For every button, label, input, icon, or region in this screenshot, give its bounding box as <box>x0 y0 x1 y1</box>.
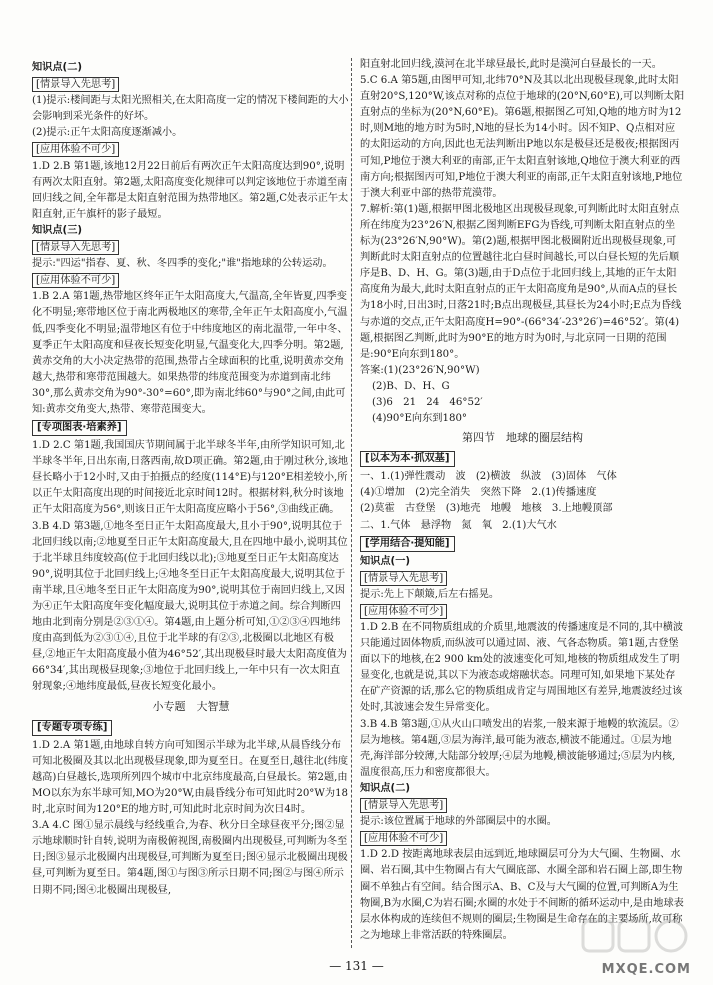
right-paragraph: 提示:先上下颠簸,后左右摇晃。 <box>360 588 500 600</box>
left-paragraph: 提示:"四运"指春、夏、秋、冬四季的变化;"谁"指地球的公转运动。 <box>32 258 333 270</box>
left-label-wrap <box>32 718 350 738</box>
right-section-label: [学用结合·提知能] <box>360 536 455 552</box>
right-section-label: [情景导入先思考] <box>360 798 447 813</box>
right-paragraph: 1.D 2.B 在不同物质组成的介质里,地震波的传播速度是不同的,其中横波只能通过固体物质,而纵波可以通过固、液、气各态物质。第1题,古登堡面以下的地核,在2 900 km处的波速变化可知,地核的物质组成发生了明显变化,也就是说,其以下为液态或熔融状态。同理可知,如果地下某处存在矿产资源的话,那么它的物质组成肯定与周围地区有差异,地震波经过该处时,其波速会发生异常变化。 <box>360 622 684 714</box>
left-paragraph: (2)提示:正午太阳高度逐渐减小。 <box>32 127 183 139</box>
left-label-wrap <box>32 76 350 93</box>
right-knowledge-heading: 知识点(二) <box>360 782 411 794</box>
right-paragraph: 阳直射北回归线,漠河在北半球昼最长,此时是漠河白昼最长的一天。 <box>360 59 662 70</box>
right-label-wrap <box>360 534 685 554</box>
left-paragraph: 1.D 2.C 第1题,我国国庆节期间属于北半球冬半年,由所学知识可知,北半球冬半年,日出东南,日落西南,故D项正确。第2题,由于刚过秋分,该地昼长略小于12小时,又由于拍摄点的经度(114°E)与120°E相差较小,所以正午太阳高度出现的时间接近北京时间12时。根据材料,秋分时该地正午太阳高度为56°,则该日正午太阳高度应略小于56°,③曲线正确。 <box>32 440 349 516</box>
left-paragraph: 1.B 2.A 第1题,热带地区终年正午太阳高度大,气温高,全年皆夏,四季变化不明显;寒带地区位于南北两极地区的寒带,全年正午太阳高度小,气温低,四季变化不明显;温带地区有位于中纬度地区的南北温带,一年中冬、夏季正午太阳高度和昼夜长短变化明显,气温变化大,四季分明。第2题,黄赤交角的大小决定热带的范围,热带占全球面积的比重,说明黄赤交角越大,热带和寒带范围越大。如果热带的纬度范围变为赤道到南北纬30°,那么黄赤交角为90°-30°=60°,即为南北纬60°与90°之间,由此可知:黄赤交角变大,热带、寒带范围变大。 <box>32 291 348 415</box>
right-section-title: 第四节 地球的圈层结构 <box>462 431 583 445</box>
right-label-wrap <box>360 797 685 814</box>
left-paragraph: 1.D 2.A 第1题,由地球自转方向可知图示半球为北半球,从晨昏线分布可知北极圈及其以北出现极昼现象,即为夏至日。在夏至日,越往北(纬度越高)白昼越长,选项所列四个城市中北京纬度最高,白昼最长。第2题,由MO以东为东半球可知,MO为20°W,由晨昏线分布可知此时20°W为18时,北京时间为120°E的地方时,可知此时北京时间为次日4时。 <box>32 739 349 816</box>
right-label-wrap <box>360 603 685 620</box>
left-label-wrap <box>32 418 350 438</box>
right-section-label: [应用体验不可少] <box>360 831 447 846</box>
left-section-label: [应用体验不可少] <box>32 142 119 157</box>
column-divider <box>351 58 352 948</box>
left-label-wrap <box>32 141 350 158</box>
left-label-wrap <box>32 239 350 256</box>
right-paragraph: 7.解析:第(1)题,根据甲图北极地区出现极昼现象,可判断此时太阳直射点所在纬度为23°26′N,根据乙图判断EFG为昏线,可判断太阳直射点的坐标为(23°26′N,90°W)。第(2)题,根据甲图北极圈附近出现极昼现象,可判断此时太阳直射点的位置越往北白昼时间越长,可以白昼长短的先后顺序是B、D、H、G。第(3)题,由于D点位于北回归线上,其地的正午太阳高度角为最大,此时太阳直射点的正午太阳高度角是90°,从而A点的昼长为18小时,日出3时,日落21时;B点出现极昼,其昼长为24小时;E点为昏线与赤道的交点,正午太阳高度H=90°-(66°34′-23°26′)=46°52′。第(4)题,根据图乙判断,此时为90°E的地方时为0时,与北京同一日期的范围是:90°E向东到180°。 <box>360 203 682 360</box>
left-section-label: [情景导入先思考] <box>32 77 119 92</box>
left-column <box>32 60 350 899</box>
right-section-label: [情景导入先思考] <box>360 571 447 586</box>
left-paragraph: 3.B 4.D 第3题,①地冬至日正午太阳高度最大,且小于90°,说明其位于北回归线以南;②地夏至日正午太阳高度最大,且在四地中最小,说明其位于北半球且纬度较高(位于北回归线以北);③地夏至日正午太阳高度达90°,说明其位于北回归线上;④地冬至日正午太阳高度最大,说明其位于南半球,且④地冬至日正午太阳高度为90°,说明其位于南回归线上,又因为④正午太阳高度年变化幅度最大,说明其位于赤道之间。综合判断四地由北到南分别是②③①④。第4题,由上题分析可知,①②③④四地纬度由高到低为②③①④,且位于北半球的有②③,北极圈以北地区有极昼,②地正午太阳高度最小值为46°52′,其出现极昼时最大太阳高度值为66°34′,其出现极昼现象;③地位于北回归线上,一年中只有一次太阳直射现象;④地纬度最低,昼夜长短变化最小。 <box>32 520 348 693</box>
right-label-wrap <box>360 449 685 469</box>
right-label-wrap <box>360 830 685 847</box>
right-paragraph: 1.D 2.D 按距离地球表层由远到近,地球圈层可分为大气圈、生物圈、水圈、岩石圈,其中生物圈占有大气圈底部、水圈全部和岩石圈上部,即生物圈不单独占有空间。结合图示A、B、C及与大气圈的位置,可判断A为生物圈,B为水圈,C为岩石圈;水圈的水处于不间断的循环运动中,是由地球表层水体构成的连续但不规则的圈层;生物圈是生命存在的主要场所,故可称之为地球上非常活跃的特殊圈层。 <box>360 849 684 941</box>
right-paragraph: (4)①增加 (2)完全消失 突然下降 2.(1)传播速度 <box>360 487 597 499</box>
right-paragraph: 答案:(1)(23°26′N,90°W) <box>360 364 480 376</box>
left-section-title: 小专题 大智慧 <box>152 699 230 713</box>
left-label-wrap <box>32 272 350 289</box>
left-paragraph: (1)提示:楼间距与太阳光照相关,在太阳高度一定的情况下楼间距的大小会影响到采光条件的好坏。 <box>32 95 349 123</box>
left-section-label: [情景导入先思考] <box>32 240 119 255</box>
right-paragraph: 二、1.气体 悬浮物 氮 氧 2.(1)大气水 <box>360 519 557 531</box>
watermark-text: MXQE.COM <box>601 962 691 977</box>
right-paragraph: (3)6 21 24 46°52′ <box>372 396 483 408</box>
right-section-label: [以本为本·抓双基] <box>360 451 455 467</box>
left-paragraph: 3.A 4.C 图①显示晨线与经线重合,为春、秋分日全球昼夜平分;图②显示地球顺时针自转,说明为南极俯视图,南极圈内出现极昼,可判断为冬至日;图③显示北极圈内出现极昼,可判断为夏至日;图④显示北极圈出现极昼,可判断为夏至日。第4题,图①与图③所示日期不同;图②与图④所示日期不同;图④北极圈出现极昼, <box>32 820 348 896</box>
right-column <box>360 57 685 944</box>
right-paragraph: 提示:该位置属于地球的外部圈层中的水圈。 <box>360 816 557 828</box>
watermark-logo-icon <box>581 917 691 963</box>
right-paragraph: (4)90°E向东到180° <box>372 413 468 425</box>
right-paragraph: 5.C 6.A 第5题,由图甲可知,北纬70°N及其以北出现极昼现象,此时太阳直射20°S,120°W,该点对称的点位于地球的(20°N,60°E),可以判断太阳直射点的坐标为(20°N,60°E)。第6题,根据图乙可知,Q地的地方时为12时,则M地的地方时为5时,N地的昼长为14小时。因不知P、Q点相对应的太阳运动的方向,因此也无法判断出P地以东是极昼还是极夜;根据图丙可知,P地位于澳大利亚的南部,正午太阳直射该地,Q地位于澳大利亚的西南方向;根据图丙可知,P地位于澳大利亚的南部,正午太阳直射该地,P地位于澳大利亚中部的热带荒漠带。 <box>360 75 685 199</box>
right-knowledge-heading: 知识点(一) <box>360 555 411 567</box>
page-number: — 131 — <box>329 959 384 973</box>
left-paragraph: 1.D 2.B 第1题,该地12月22日前后有两次正午太阳高度达到90°,说明有两次太阳直射。第2题,太阳高度变化规律可以判定该地位于赤道至南回归线之间,全年都是太阳直射范围为热带地区。第2题,C处表示正午太阳直射,正午旗杆的影子最短。 <box>32 160 349 220</box>
right-paragraph: (2)B、D、H、G <box>372 380 450 392</box>
left-section-label: [应用体验不可少] <box>32 273 119 288</box>
left-section-label: [专题专项专练] <box>32 720 112 736</box>
left-knowledge-heading: 知识点(三) <box>32 224 83 236</box>
right-label-wrap <box>360 570 685 587</box>
right-paragraph: 一、1.(1)弹性震动 波 (2)横波 纵波 (3)固体 气体 <box>360 471 617 483</box>
right-paragraph: (2)莫霍 古登堡 (3)地壳 地幔 地核 3.上地幔顶部 <box>360 503 613 515</box>
right-paragraph: 3.B 4.B 第3题,①从火山口喷发出的岩浆,一般来源于地幔的软流层。②层为地核。第4题,③层为海洋,最可能为液态,横波不能通过。①层为地壳,海洋部分较薄,大陆部分较厚;④层为地幔,横波能够通过;⑤层为内核,温度很高,压力和密度都很大。 <box>360 718 679 778</box>
right-section-label: [应用体验不可少] <box>360 604 447 619</box>
left-section-label: [专项图表·培素养] <box>32 420 127 436</box>
left-knowledge-heading: 知识点(二) <box>32 62 83 73</box>
